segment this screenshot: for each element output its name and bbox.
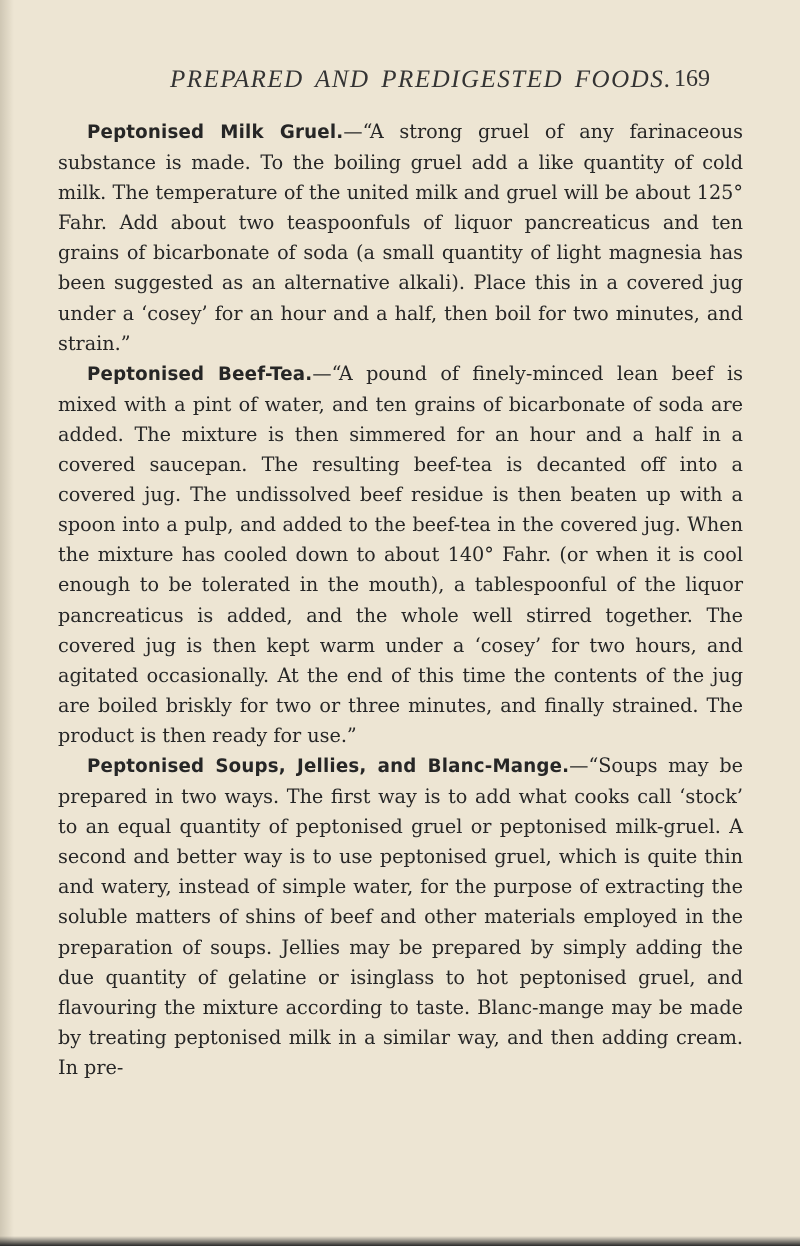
section-heading: Peptonised Beef-Tea. — [87, 363, 313, 385]
paragraph-beef-tea — [58, 359, 743, 751]
body-text — [58, 117, 743, 1083]
section-heading: Peptonised Milk Gruel. — [87, 122, 344, 143]
paragraph-text: —“A strong gruel of any farinaceous substance is made. To the boiling gruel add a like quantity of cold milk. The temperature of the united milk and gruel will be about 125° Fahr. Add about two teaspoonfuls of liquor pancreaticus and ten grains of bicarbonate of soda (a small quantity of light magnesia has been suggested as an alternative alkali). Place this in a covered jug under a ‘cosey’ for an hour and a half, then boil for two minutes, and strain.” — [58, 120, 743, 355]
page-header — [170, 66, 710, 106]
running-head: PREPARED AND PREDIGESTED FOODS. — [170, 66, 672, 93]
page-bottom-edge — [0, 1236, 800, 1246]
page-number: 169 — [674, 66, 710, 92]
page-edge-shadow — [0, 0, 14, 1246]
paragraph-text: —“A pound of finely-minced lean beef is mixed with a pint of water, and ten grains of bicarbonate of soda are added. The mixture is then simmered for an hour and a half in a covered saucepan. The resulting beef-tea is decanted off into a covered jug. The undissolved beef residue is then beaten up with a spoon into a pulp, and added to the beef-tea in the covered jug. When the mixture has cooled down to about 140° Fahr. (or when it is cool enough to be tolerated in the mouth), a tablespoonful of the liquor pancreaticus is added, and the whole well stirred together. The covered jug is then kept warm under a ‘cosey’ for two hours, and agitated occasionally. At the end of this time the contents of the jug are boiled briskly for two or three minutes, and finally strained. The product is then ready for use.” — [58, 361, 743, 747]
paragraph-soups-jellies — [58, 751, 743, 1083]
section-heading: Peptonised Soups, Jellies, and Blanc-Mange. — [87, 755, 570, 777]
paragraph-milk-gruel — [58, 117, 743, 359]
paragraph-text: —“Soups may be prepared in two ways. The first way is to add what cooks call ‘stock’ to an equal quantity of peptonised gruel or peptonised milk-gruel. A second and better way is to use peptonised gruel, which is quite thin and watery, instead of simple water, for the purpose of extracting the soluble matters of shins of beef and other materials employed in the preparation of soups. Jellies may be prepared by simply adding the due quantity of gelatine or isinglass to hot peptonised gruel, and flavouring the mixture according to taste. Blanc-mange may be made by treating peptonised milk in a similar way, and then adding cream. In pre- — [58, 753, 743, 1079]
